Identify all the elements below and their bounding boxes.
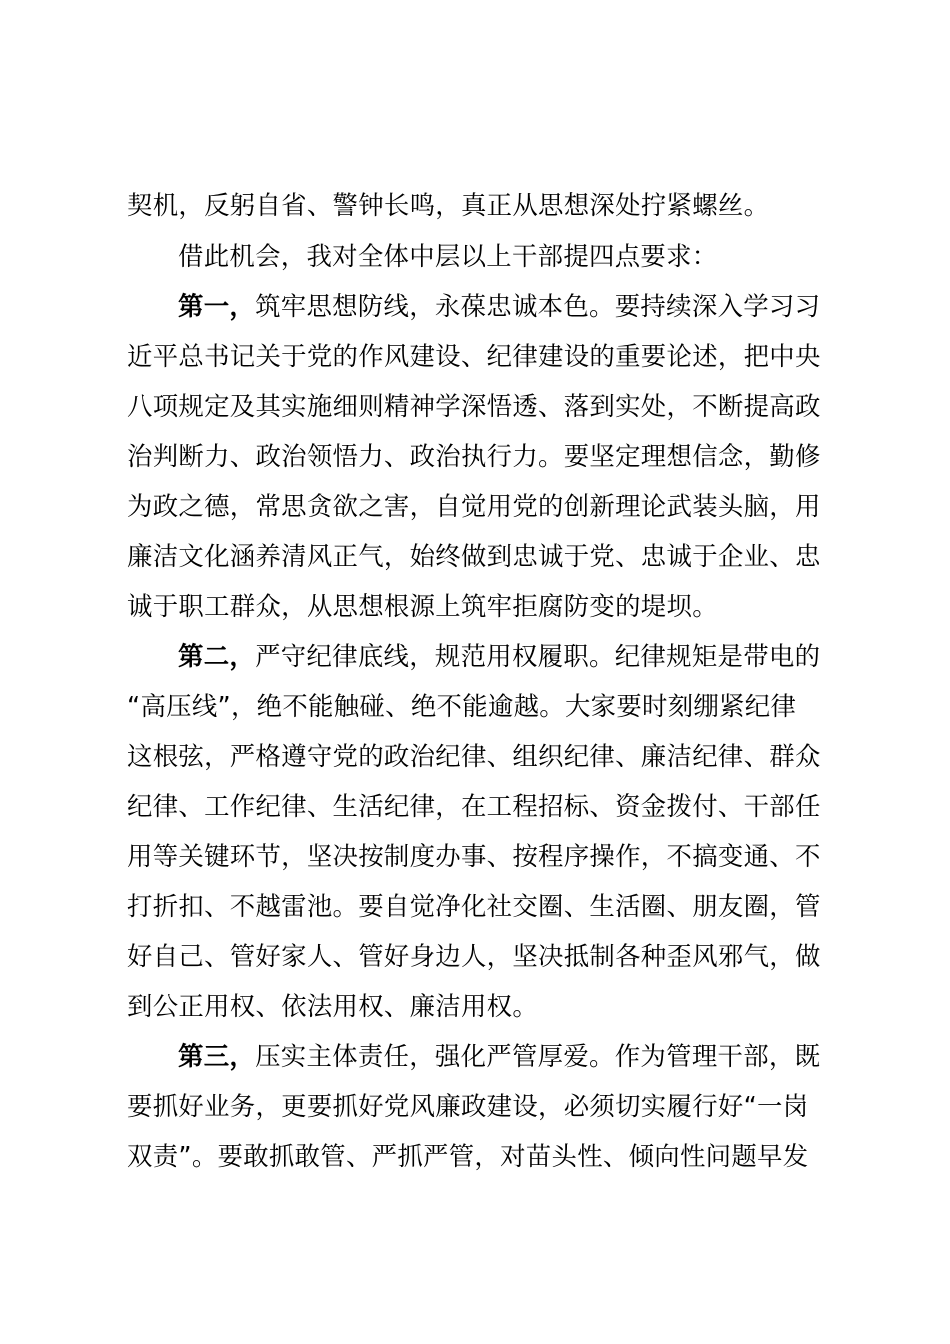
line-text: 借此机会，我对全体中层以上干部提四点要求： — [178, 241, 718, 271]
point-heading: 第三， — [178, 1041, 256, 1071]
line-text: 治判断力、政治领悟力、政治执行力。要坚定理想信念，勤修 — [127, 441, 821, 471]
line-text: 近平总书记关于党的作风建设、纪律建设的重要论述，把中央 — [127, 341, 821, 371]
line-text: 筑牢思想防线，永葆忠诚本色。要持续深入学习习 — [255, 291, 821, 321]
point-heading: 第一， — [178, 291, 256, 321]
line-text: 双责”。要敢抓敢管、严抓严管，对苗头性、倾向性问题早发 — [127, 1141, 809, 1171]
point-heading: 第二， — [178, 641, 256, 671]
body-line-4 — [127, 336, 821, 376]
body-line-7 — [127, 486, 821, 526]
line-text: 这根弦，严格遵守党的政治纪律、组织纪律、廉洁纪律、群众 — [127, 741, 821, 771]
point-two-first-line — [178, 636, 820, 676]
point-three-first-line — [178, 1036, 820, 1076]
body-line-5 — [127, 386, 821, 426]
body-line-16 — [127, 936, 821, 976]
line-text: 契机，反躬自省、警钟长鸣，真正从思想深处拧紧螺丝。 — [127, 190, 770, 220]
line-text: 用等关键环节，坚决按制度办事、按程序操作，不搞变通、不 — [127, 841, 821, 871]
body-line-2 — [178, 236, 718, 276]
body-line-11 — [127, 686, 796, 726]
line-text: 廉洁文化涵养清风正气，始终做到忠诚于党、忠诚于企业、忠 — [127, 541, 821, 571]
body-line-8 — [127, 536, 821, 576]
body-line-20 — [127, 1136, 808, 1176]
body-line-6 — [127, 436, 821, 476]
body-line-12 — [127, 736, 821, 776]
line-text: 到公正用权、依法用权、廉洁用权。 — [127, 991, 539, 1021]
line-text: 严守纪律底线，规范用权履职。纪律规矩是带电的 — [255, 641, 821, 671]
body-line-14 — [127, 836, 821, 876]
line-text: 要抓好业务，更要抓好党风廉政建设，必须切实履行好“一岗 — [127, 1091, 809, 1121]
body-line-9 — [127, 586, 718, 626]
body-line-13 — [127, 786, 821, 826]
body-line-19 — [127, 1086, 808, 1126]
line-text: 八项规定及其实施细则精神学深悟透、落到实处，不断提高政 — [127, 391, 821, 421]
line-text: 纪律、工作纪律、生活纪律，在工程招标、资金拨付、干部任 — [127, 791, 821, 821]
line-text: 为政之德，常思贪欲之害，自觉用党的创新理论武装头脑，用 — [127, 491, 821, 521]
line-text: 诚于职工群众，从思想根源上筑牢拒腐防变的堤坝。 — [127, 591, 718, 621]
line-text: 打折扣、不越雷池。要自觉净化社交圈、生活圈、朋友圈，管 — [127, 891, 821, 921]
body-line-17 — [127, 986, 538, 1026]
body-line-15 — [127, 886, 821, 926]
point-one-first-line — [178, 286, 820, 326]
line-text: 好自己、管好家人、管好身边人，坚决抵制各种歪风邪气，做 — [127, 941, 821, 971]
line-text: 压实主体责任，强化严管厚爱。作为管理干部，既 — [255, 1041, 821, 1071]
body-line-1 — [127, 185, 769, 225]
line-text: “高压线”，绝不能触碰、绝不能逾越。大家要时刻绷紧纪律 — [127, 691, 797, 721]
